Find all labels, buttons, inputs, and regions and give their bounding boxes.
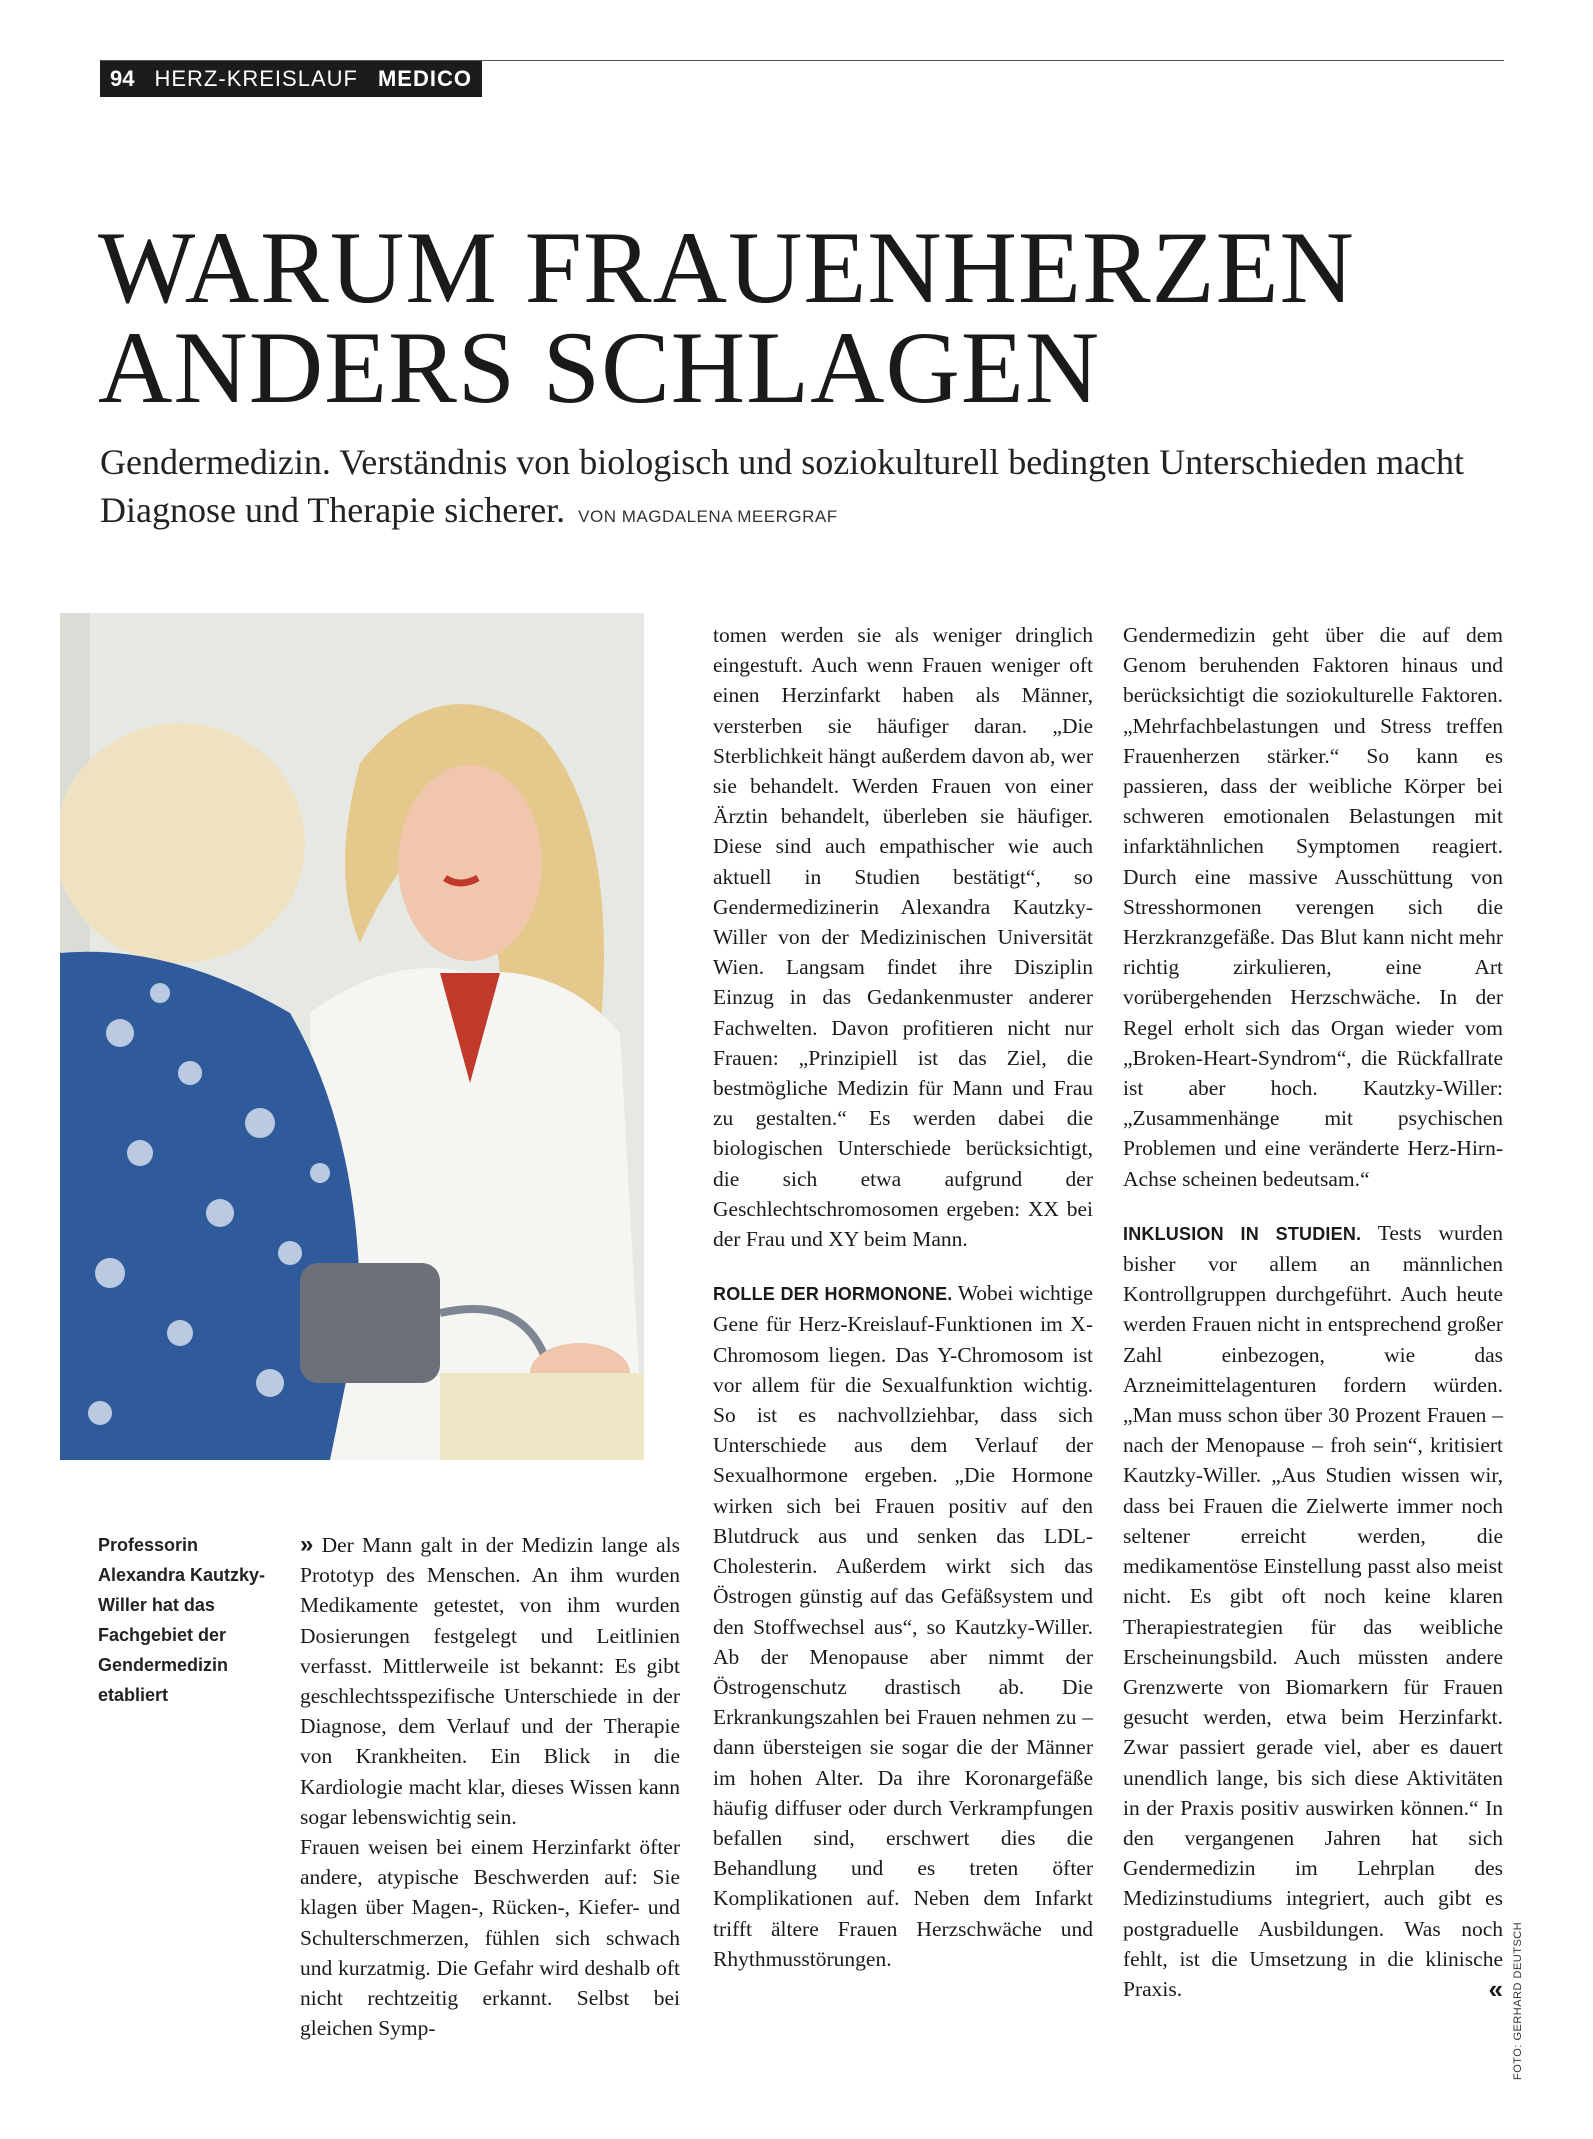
paragraph bbox=[300, 1530, 680, 1832]
doctor-face bbox=[398, 765, 542, 961]
paragraph: tomen werden sie als weniger dringlich eingestuft. Auch wenn Frauen weniger oft einen Herzinfarkt haben als Männer, versterben sie häufiger daran. „Die Sterblichkeit hängt außerdem davon ab, wer sie behandelt. Werden Frauen von einer Ärztin behandelt, überleben sie häufiger. Diese sind auch empathischer wie auch aktuell in Studien bestätigt“, so Gendermedizinerin Alexandra Kautzky-Willer von der Medizinischen Universität Wien. Langsam findet ihre Disziplin Einzug in das Gedankenmuster anderer Fachwelten. Davon profitieren nicht nur Frauen: „Prinzipiell ist das Ziel, die bestmögliche Medizin für Mann und Frau zu gestalten.“ Es werden dabei die biologischen Unterschiede berücksichtigt, die sich etwa aufgrund der Geschlechtschromosomen ergeben: XX bei der Frau und XY beim Mann. bbox=[713, 623, 1093, 1252]
quote-mark: » bbox=[300, 1531, 314, 1558]
patient-hair bbox=[60, 723, 305, 963]
end-mark: « bbox=[1488, 1973, 1503, 2004]
headline-line-1: WARUM FRAUENHERZEN bbox=[98, 211, 1355, 325]
subheading: ROLLE DER HORMONONE. bbox=[713, 1284, 953, 1305]
section-label: HERZ-KREISLAUF bbox=[154, 66, 358, 91]
photo-credit: FOTO: GERHARD DEUTSCH bbox=[1512, 1921, 1524, 2080]
subheading: INKLUSION IN STUDIEN. bbox=[1123, 1223, 1362, 1244]
paragraph: Frauen weisen bei einem Herzinfarkt öfter andere, atypische Beschwerden auf: Sie klagen über Magen-, Rücken-, Kiefer- und Schulterschmerzen, fühlen sich schwach und kurzatmig. Die Gefahr wird deshalb oft nicht rechtzeitig erkannt. Selbst bei gleichen Symp- bbox=[300, 1835, 680, 2041]
deck bbox=[100, 438, 1520, 541]
deck-text: Gendermedizin. Verständnis von biologisch und soziokulturell bedingten Unterschieden macht Diagnose und Therapie sicherer. bbox=[100, 442, 1465, 530]
page-number: 94 bbox=[110, 66, 135, 91]
byline: VON MAGDALENA MEERGRAF bbox=[578, 507, 838, 526]
brand-label: MEDICO bbox=[377, 66, 472, 91]
headline bbox=[98, 211, 1518, 425]
column-2 bbox=[713, 620, 1093, 1974]
page-header bbox=[100, 61, 482, 97]
paragraph-text: Tests wurden bisher vor allem an männlichen Kontrollgruppen durchgeführt. Auch heute werden Frauen nicht in entsprechend großer Zahl einbezogen, wie das Arzneimittelagenturen fordern würden. „Man muss schon über 30 Prozent Frauen – nach der Menopause – froh sein“, kritisiert Kautzky-Willer. „Aus Studien wissen wir, dass bei Frauen die Zielwerte immer noch seltener erreicht werden, die medikamentöse Einstellung passt also meist nicht. Es gibt oft noch keine klaren Therapiestrategien für das weibliche Erscheinungsbild. Auch müssten andere Grenzwerte von Biomarkern für Frauen gesucht werden, etwa beim Herzinfarkt. Zwar passiert gerade viel, aber es dauert unendlich lange, bis sich diese Aktivitäten in der Praxis positiv auswirken können.“ In den vergangenen Jahren hat sich Gendermedizin im Lehrplan des Medizinstudiums integriert, auch gibt es postgraduelle Ausbildungen. Was noch fehlt, ist die Umsetzung in die klinische Praxis. bbox=[1123, 1220, 1503, 2001]
headline-line-2: ANDERS SCHLAGEN bbox=[98, 311, 1101, 425]
column-3 bbox=[1123, 620, 1503, 2004]
photo-illustration bbox=[60, 613, 644, 1460]
column-1 bbox=[300, 1530, 680, 2043]
paragraph bbox=[713, 1278, 1093, 1974]
bp-cuff bbox=[300, 1263, 440, 1383]
paragraph-text: Wobei wichtige Gene für Herz-Kreislauf-Funktionen im X-Chromosom liegen. Das Y-Chromosom ist vor allem für die Sexualfunktion wichtig. So ist es nachvollziehbar, dass sich Unterschiede aus dem Verlauf der Sexualhormone ergeben. „Die Hormone wirken sich bei Frauen positiv auf den Blutdruck aus und senken das LDL-Cholesterin. Außerdem wirkt sich das Östrogen günstig auf das Gefäßsystem und den Stoffwechsel aus“, so Kautzky-Willer. Ab der Menopause aber nimmt der Östrogenschutz drastisch ab. Die Erkrankungszahlen bei Frauen nehmen zu – dann übersteigen sie sogar die der Männer im hohen Alter. Da ihre Koronargefäße häufig diffuser oder durch Verkrampfungen befallen sind, erschwert dies die Behandlung und es treten öfter Komplikationen auf. Neben dem Infarkt trifft ältere Frauen Herzschwäche und Rhythmusstörungen. bbox=[713, 1281, 1093, 1971]
photo-caption: Professorin Alexandra Kautzky-Willer hat das Fachgebiet der Gendermedizin etabliert bbox=[98, 1535, 266, 1705]
paragraph-text: Der Mann galt in der Medizin lange als Prototyp des Menschen. An ihm wurden Medikamente getestet, von ihm wurden Dosierungen festgelegt und Leitlinien verfasst. Mittlerweile ist bekannt: Es gibt geschlechtsspezifische Unterschiede in der Diagnose, dem Verlauf und der Therapie von Krankheiten. Ein Blick in die Kardiologie macht klar, dieses Wissen kann sogar lebenswichtig sein. bbox=[300, 1533, 680, 1829]
foreground-fabric bbox=[440, 1373, 644, 1460]
paragraph bbox=[1123, 1218, 1503, 2004]
article-photo bbox=[60, 613, 644, 1460]
paragraph: Gendermedizin geht über die auf dem Genom beruhenden Faktoren hinaus und berücksichtigt die soziokulturelle Faktoren. „Mehrfachbelastungen und Stress treffen Frauenherzen stärker.“ So kann es passieren, dass der weibliche Körper bei schweren emotionalen Belastungen mit infarktähnlichen Symptomen reagiert. Durch eine massive Ausschüttung von Stresshormonen verengen sich die Herzkranzgefäße. Das Blut kann nicht mehr richtig zirkulieren, eine Art vorübergehenden Herzschwäche. In der Regel erholt sich das Organ wieder vom „Broken-Heart-Syndrom“, die Rückfallrate ist aber hoch. Kautzky-Willer: „Zusammenhänge mit psychischen Problemen und eine veränderte Herz-Hirn-Achse scheinen bedeutsam.“ bbox=[1123, 623, 1503, 1191]
